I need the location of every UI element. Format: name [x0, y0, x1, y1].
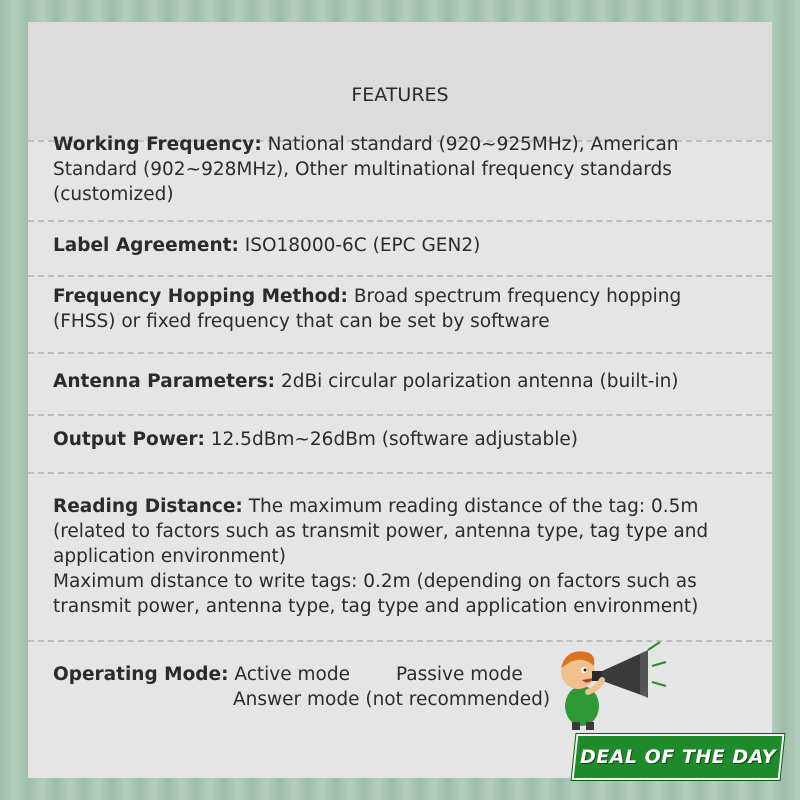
divider	[28, 220, 772, 222]
divider	[28, 352, 772, 354]
features-header	[28, 22, 772, 140]
feature-value: National standard (920~925MHz), American	[267, 134, 679, 155]
feature-value: 2dBi circular polarization antenna (built-in)	[280, 371, 679, 392]
feature-value: Broad spectrum frequency hopping	[353, 286, 682, 307]
feature-value: transmit power, antenna type, tag type and application environment)	[53, 596, 699, 617]
feature-value: application environment)	[53, 546, 286, 567]
feature-value: 12.5dBm~26dBm (software adjustable)	[210, 429, 578, 450]
feature-value: Maximum distance to write tags: 0.2m (depending on factors such as	[53, 571, 697, 592]
antenna-parameters-row	[53, 369, 753, 394]
feature-value: Active mode	[234, 664, 350, 685]
feature-value: ISO18000-6C (EPC GEN2)	[244, 235, 481, 256]
divider	[28, 472, 772, 474]
feature-label: Reading Distance:	[53, 496, 243, 517]
frequency-hopping-row	[53, 284, 753, 334]
feature-value: Standard (902~928MHz), Other multinational frequency standards	[53, 159, 672, 180]
reading-distance-row	[53, 494, 753, 619]
feature-label: Frequency Hopping Method:	[53, 286, 348, 307]
feature-value: (FHSS) or fixed frequency that can be set by software	[53, 311, 550, 332]
page-title: FEATURES	[351, 84, 449, 106]
feature-label: Working Frequency:	[53, 134, 262, 155]
divider	[28, 275, 772, 277]
megaphone-mascot-icon	[548, 640, 668, 730]
feature-value: The maximum reading distance of the tag: 0.5m	[248, 496, 699, 517]
feature-value: Answer mode (not recommended)	[233, 689, 551, 710]
feature-value: Passive mode	[395, 664, 523, 685]
label-agreement-row	[53, 233, 753, 258]
divider	[28, 414, 772, 416]
feature-value: (related to factors such as transmit power, antenna type, tag type and	[53, 521, 709, 542]
feature-label: Operating Mode:	[53, 664, 229, 685]
feature-label: Output Power:	[53, 429, 205, 450]
output-power-row	[53, 427, 753, 452]
feature-label: Antenna Parameters:	[53, 371, 276, 392]
feature-value: (customized)	[53, 184, 174, 205]
badge-text: DEAL OF THE DAY	[580, 746, 776, 768]
feature-label: Label Agreement:	[53, 235, 239, 256]
working-frequency-row	[53, 132, 753, 207]
deal-of-the-day-badge	[572, 734, 785, 780]
